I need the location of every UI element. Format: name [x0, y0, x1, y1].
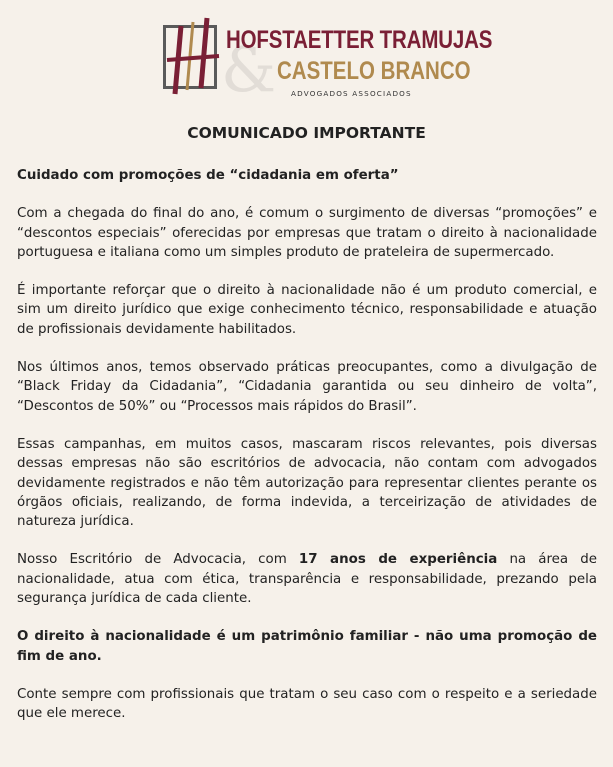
paragraph-5-start: Nosso Escritório de Advocacia, com	[17, 552, 299, 568]
paragraph-1: Com a chegada do final do ano, é comum o surgimento de diversas “promoções” e “descontos especiais” oferecidas por empresas que tratam o direito à nacionalidade portuguesa e italiana como um simples produto de prateleira de supermercado.	[17, 206, 597, 260]
experience-highlight: 17 anos de experiência	[298, 552, 498, 568]
logo-firm-line1: HOFSTAETTER TRAMUJAS	[226, 26, 493, 54]
page-title: COMUNICADO IMPORTANTE	[187, 124, 426, 142]
paragraph-7: Conte sempre com profissionais que tratam o seu caso com o respeito e a seriedade que ele merece.	[17, 686, 597, 722]
firm-logo	[163, 17, 493, 106]
document-body	[17, 166, 597, 743]
logo-firm-line2: CASTELO BRANCO	[277, 57, 471, 85]
paragraph-5	[17, 550, 597, 608]
paragraph-5-end: na área de nacionalidade, atua com ética, transparência e responsabilidade, prezando pela segurança jurídica de cada cliente.	[17, 552, 597, 607]
subtitle: Cuidado com promoções de “cidadania em oferta”	[17, 168, 399, 183]
paragraph-3: Nos últimos anos, temos observado práticas preocupantes, como a divulgação de “Black Friday da Cidadania”, “Cidadania garantida ou seu dinheiro de volta”, “Descontos de 50%” ou “Processos mais rápidos do Brasil”.	[17, 360, 597, 414]
logo-ampersand: &	[221, 33, 277, 106]
logo-firm-line3: ADVOGADOS ASSOCIADOS	[291, 89, 412, 98]
paragraph-6-emphasis: O direito à nacionalidade é um patrimônio familiar - não uma promoção de fim de ano.	[17, 629, 597, 664]
paragraph-4: Essas campanhas, em muitos casos, mascaram riscos relevantes, pois diversas dessas empresas não são escritórios de advocacia, não contam com advogados devidamente registrados e não têm autorização para representar clientes perante os órgãos oficiais, realizando, de forma indevida, a terceirização de atividades de natureza jurídica.	[17, 436, 597, 530]
paragraph-2: É importante reforçar que o direito à nacionalidade não é um produto comercial, e sim um direito jurídico que exige conhecimento técnico, responsabilidade e atuação de profissionais devidamente habilitados.	[17, 283, 597, 337]
logo-monogram-icon	[163, 25, 217, 89]
